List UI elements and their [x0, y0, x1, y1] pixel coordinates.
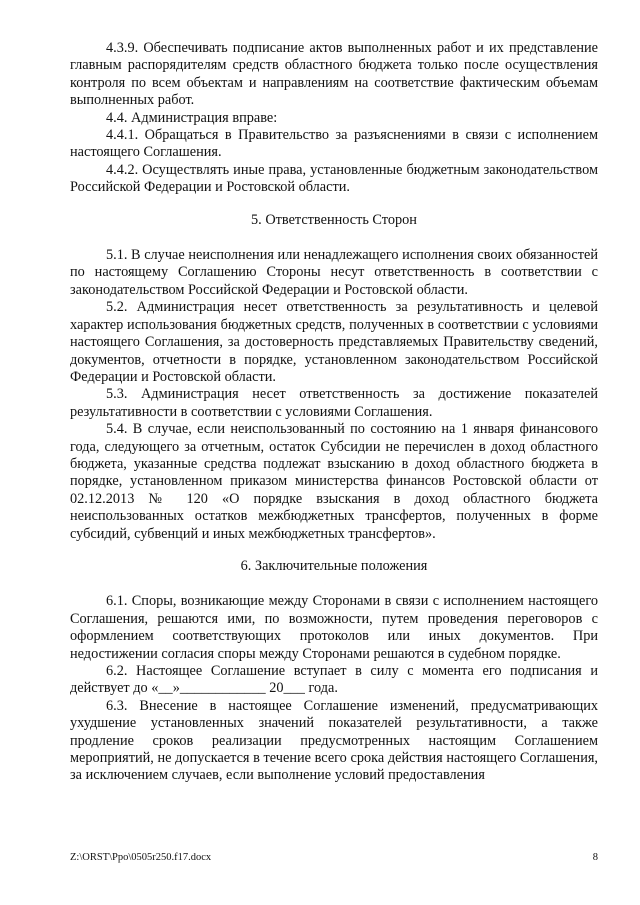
paragraph-5-3: 5.3. Администрация несет ответственность за достижение показателей результативности в соответствии с условиями Соглашения.	[70, 386, 598, 420]
paragraph-4-4-1: 4.4.1. Обращаться в Правительство за разъяснениями в связи с исполнением настоящего Соглашения.	[70, 127, 598, 161]
page-footer	[70, 852, 598, 864]
document-body	[70, 40, 598, 785]
paragraph-4-3-9: 4.3.9. Обеспечивать подписание актов выполненных работ и их представление главным распорядителям средств областного бюджета только после осуществления контроля по всем объектам и направлениям на соответствие фактическим объемам выполненных работ.	[70, 40, 598, 109]
paragraph-4-4-2: 4.4.2. Осуществлять иные права, установленные бюджетным законодательством Российской Федерации и Ростовской области.	[70, 161, 598, 196]
footer-file-path: Z:\ORST\Ppo\0505r250.f17.docx	[70, 852, 212, 863]
paragraph-5-4: 5.4. В случае, если неиспользованный по состоянию на 1 января финансового года, следующего за отчетным, остаток Субсидии не перечислен в доход областного бюджета, указанные средства подлежат взысканию в доход областного бюджета в порядке, установленном приказом министерства финансов Ростовской области от 02.12.2013 № 120 «О порядке взыскания в доход областного бюджета неиспользованных остатков межбюджетных трансфертов, полученных в форме субсидий, субвенций и иных межбюджетных трансфертов».	[70, 421, 598, 542]
paragraph-5-1: 5.1. В случае неисполнения или ненадлежащего исполнения своих обязанностей по настоящему Соглашению Стороны несут ответственность в соответствии с законодательством Российской Федерации и Ростовской области.	[70, 247, 598, 298]
section-heading-5: 5. Ответственность Сторон	[251, 211, 417, 228]
paragraph-6-3: 6.3. Внесение в настоящее Соглашение изменений, предусматривающих ухудшение установленных значений показателей результативности, а также продление сроков реализации предусмотренных настоящим Соглашением мероприятий, не допускается в течение всего срока действия настоящего Соглашения, за исключением случаев, если выполнение условий предоставления	[70, 697, 598, 784]
paragraph-6-2: 6.2. Настоящее Соглашение вступает в силу с момента его подписания и действует до «__»____________ 20___ года.	[70, 663, 598, 697]
paragraph-5-2: 5.2. Администрация несет ответственность за результативность и целевой характер использования бюджетных средств, полученных в соответствии с условиями настоящего Соглашения, за достоверность представляемых Правительству сведений, документов, отчетности в порядке, установленном законодательством Российской Федерации и Ростовской области.	[70, 299, 598, 385]
section-heading-6: 6. Заключительные положения	[240, 557, 428, 574]
footer-page-number: 8	[592, 852, 598, 863]
paragraph-6-1: 6.1. Споры, возникающие между Сторонами в связи с исполнением настоящего Соглашения, решаются ими, по возможности, путем проведения переговоров с оформлением соответствующих протоколов или иных документов. При недостижении согласия споры между Сторонами решаются в судебном порядке.	[70, 593, 598, 662]
paragraph-4-4: 4.4. Администрация вправе:	[106, 109, 278, 126]
